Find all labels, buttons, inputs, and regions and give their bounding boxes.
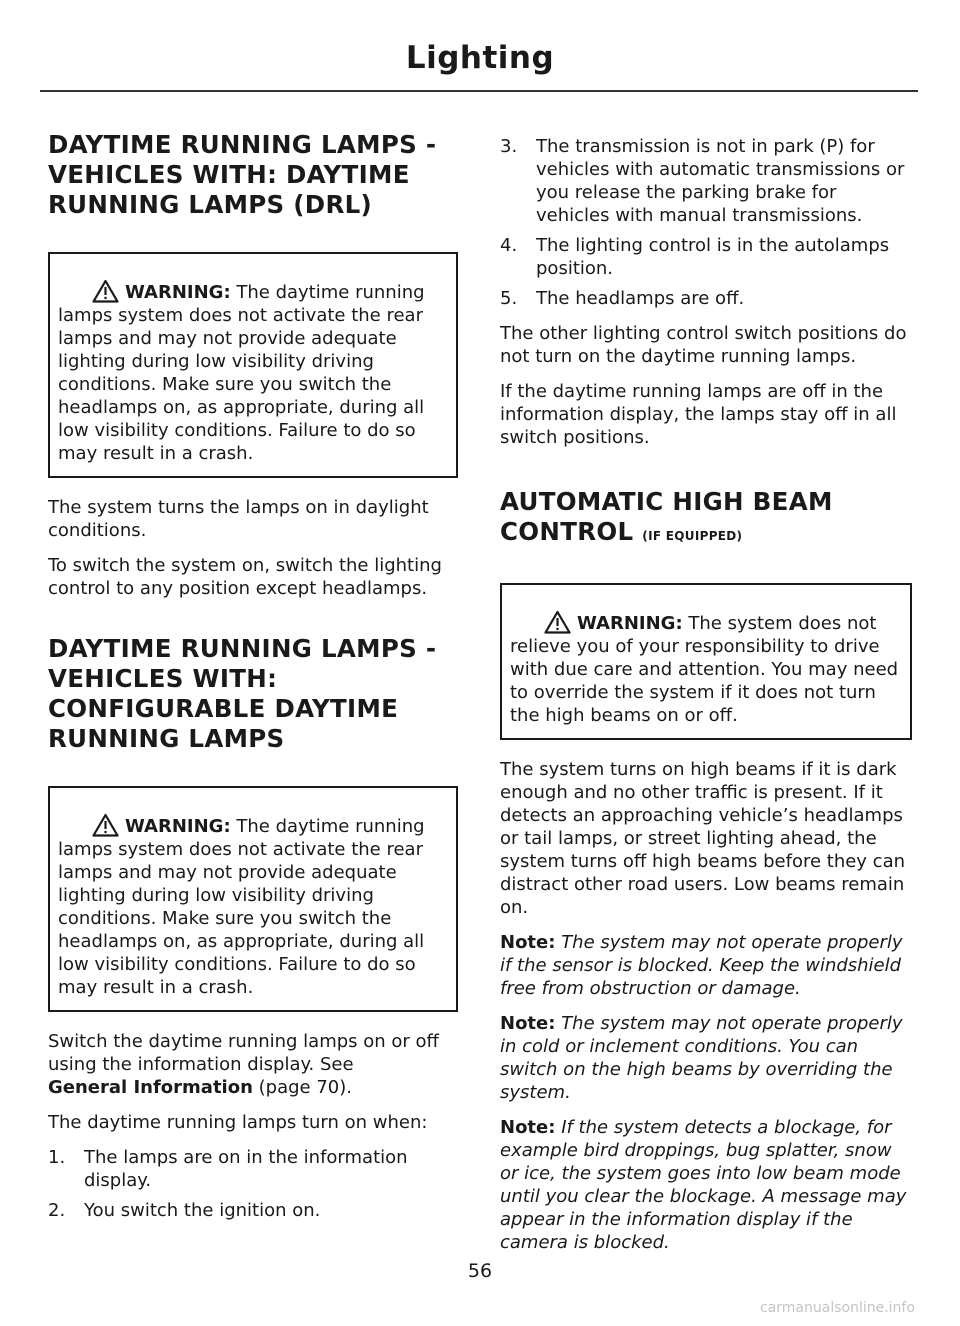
- warning-box: [48, 786, 458, 1012]
- note-label: Note:: [500, 932, 556, 953]
- page-header-title: Lighting: [405, 40, 555, 76]
- note-label: Note:: [500, 1117, 556, 1138]
- note: Note: The system may not operate properly if the sensor is blocked. Keep the windshield free from obstruction or damage.: [500, 932, 903, 999]
- paragraph: The other lighting control switch positions do not turn on the daytime running lamps.: [500, 323, 907, 367]
- right-column: [500, 130, 912, 1266]
- numbered-list: [500, 135, 912, 310]
- paragraph: Switch the daytime running lamps on or off using the information display. See General Information (page 70).: [48, 1031, 439, 1098]
- warning-label: WARNING:: [125, 282, 231, 303]
- note: Note: If the system detects a blockage, for example bird droppings, bug splatter, snow or ice, the system goes into low beam mode until you clear the blockage. A message may appear in the information display if the camera is blocked.: [500, 1117, 907, 1253]
- section-title-line: DAYTIME RUNNING LAMPS -: [48, 130, 437, 159]
- warning-label: WARNING:: [577, 613, 683, 634]
- section-title-line: CONTROL: [500, 517, 634, 546]
- paragraph: To switch the system on, switch the lighting control to any position except headlamps.: [48, 555, 442, 599]
- warning-box: [48, 252, 458, 478]
- note-label: Note:: [500, 1013, 556, 1034]
- warning-text: The daytime running: [236, 816, 425, 837]
- warning-triangle-icon: [92, 813, 119, 837]
- list-item: 3. The transmission is not in park (P) for vehicles with automatic transmissions or you release the parking brake for vehicles with manual transmissions.: [500, 136, 905, 226]
- section-title-line: RUNNING LAMPS: [48, 724, 285, 753]
- warning-text: lamps system does not activate the rear lamps and may not provide adequate lighting during low visibility driving conditions. Make sure you switch the headlamps on, as appropriate, during all low visibility conditions. Failure to do so may result in a crash.: [58, 305, 425, 464]
- left-column: [48, 130, 458, 1234]
- warning-text: The daytime running: [236, 282, 425, 303]
- section-title-line: AUTOMATIC HIGH BEAM: [500, 487, 833, 516]
- paragraph: If the daytime running lamps are off in the information display, the lamps stay off in all switch positions.: [500, 381, 897, 448]
- section-title-configurable-drl: [48, 634, 458, 754]
- section-title-auto-high-beam: [500, 487, 912, 551]
- paragraph: The system turns on high beams if it is dark enough and no other traffic is present. If it detects an approaching vehicle’s headlamps or tail lamps, or street lighting ahead, the system turns off high beams before they can distract other road users. Low beams remain on.: [500, 759, 906, 918]
- watermark: carmanualsonline.info: [760, 1300, 915, 1316]
- note: Note: The system may not operate properly in cold or inclement conditions. You can switch on the high beams by overriding the system.: [500, 1013, 903, 1103]
- warning-text: The system does not: [688, 613, 877, 634]
- list-item: 1. The lamps are on in the information display.: [48, 1147, 408, 1191]
- section-title-suffix: (IF EQUIPPED): [642, 529, 743, 543]
- paragraph: The daytime running lamps turn on when:: [48, 1112, 428, 1133]
- list-item: 4. The lighting control is in the autolamps position.: [500, 235, 890, 279]
- cross-reference-link[interactable]: General Information: [48, 1077, 253, 1098]
- numbered-list: [48, 1146, 458, 1222]
- warning-box: [500, 583, 912, 740]
- warning-text: lamps system does not activate the rear lamps and may not provide adequate lighting during low visibility driving conditions. Make sure you switch the headlamps on, as appropriate, during all low visibility conditions. Failure to do so may result in a crash.: [58, 839, 425, 998]
- section-title-drl: [48, 130, 458, 220]
- warning-text: relieve you of your responsibility to drive with due care and attention. You may need to override the system if it does not turn the high beams on or off.: [510, 636, 899, 726]
- section-title-line: DAYTIME RUNNING LAMPS -: [48, 634, 437, 663]
- paragraph: The system turns the lamps on in daylight conditions.: [48, 497, 429, 541]
- warning-triangle-icon: [92, 279, 119, 303]
- warning-label: WARNING:: [125, 816, 231, 837]
- list-item: 5. The headlamps are off.: [500, 288, 745, 309]
- list-item: 2. You switch the ignition on.: [48, 1200, 321, 1221]
- warning-triangle-icon: [544, 610, 571, 634]
- section-title-line: VEHICLES WITH:: [48, 664, 278, 693]
- page-number: 56: [467, 1260, 493, 1282]
- header-divider: [40, 90, 918, 92]
- section-title-line: VEHICLES WITH: DAYTIME: [48, 160, 410, 189]
- section-title-line: RUNNING LAMPS (DRL): [48, 190, 373, 219]
- section-title-line: CONFIGURABLE DAYTIME: [48, 694, 399, 723]
